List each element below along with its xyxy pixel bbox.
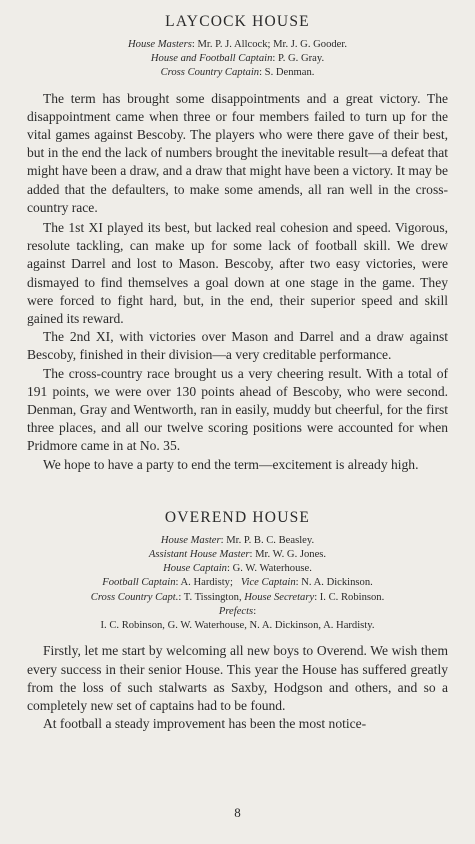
officer-line: Cross Country Capt.: T. Tissington, House Secretary: I. C. Robinson.: [90, 591, 385, 603]
page-number: 8: [234, 805, 241, 820]
body-paragraph: The term has brought some disappointments and a great victory. The disappointment came when three or four members failed to turn up for the vital games against Bescoby. The players who were there gave of their best, but in the end the lack of numbers brought the inevitable result—a defeat that might have been a draw, and a draw that might have been a victory. It may be added that the defaulters, to make some amends, all ran well in the cross-country race.: [27, 90, 448, 215]
officer-name: Mr. P. J. Allcock; Mr. J. G. Gooder.: [197, 39, 347, 50]
officer-line: House Masters: Mr. P. J. Allcock; Mr. J. G. Gooder.: [128, 39, 347, 50]
body-paragraph: Firstly, let me start by welcoming all new boys to Overend. We wish them every success in their senior House. This year the House has suffered greatly from the loss of such stalwarts as Saxby, Hodgson and others, and so a completely new set of captains had to be found.: [27, 643, 448, 713]
officer-role: Prefects: [218, 605, 254, 617]
officer-role: Cross Country Captain: [160, 67, 260, 79]
officer-name: Mr. P. B. C. Beasley.: [226, 534, 315, 546]
officer-name: S. Denman.: [264, 67, 315, 79]
officer-name: A. Hardisty;: [180, 577, 233, 589]
officer-line: House and Football Captain: P. G. Gray.: [150, 53, 325, 65]
officers-list: [27, 534, 448, 633]
officer-role: House Secretary: [244, 591, 315, 603]
officer-name: N. A. Dickinson.: [301, 577, 373, 589]
officer-name: Mr. W. G. Jones.: [255, 549, 327, 561]
officer-role: Football Captain: [102, 577, 176, 589]
officer-line: Prefects:: [218, 605, 257, 617]
officer-line: Cross Country Captain: S. Denman.: [160, 67, 315, 79]
officer-role: House and Football Captain: [150, 53, 273, 65]
officer-role: House Master: [160, 534, 221, 546]
officer-role: Vice Captain: [240, 577, 296, 589]
body-paragraph: At football a steady improvement has been the most notice-: [43, 716, 367, 732]
laycock-house-section: [27, 12, 448, 474]
body-paragraph: The 2nd XI, with victories over Mason and Darrel and a draw against Bescoby, finished in their division—a very creditable performance.: [27, 329, 448, 363]
officer-line: House Master: Mr. P. B. C. Beasley.: [160, 534, 315, 546]
officer-name: T. Tissington,: [183, 591, 242, 603]
officers-list: [27, 38, 448, 81]
section-title: OVEREND HOUSE: [164, 508, 311, 526]
overend-house-section: [27, 508, 448, 733]
officer-line: Assistant House Master: Mr. W. G. Jones.: [148, 549, 327, 561]
officer-role: House Captain: [163, 563, 227, 575]
prefects-list: I. C. Robinson, G. W. Waterhouse, N. A. Dickinson, A. Hardisty.: [100, 620, 375, 632]
officer-role: House Masters: [128, 39, 192, 50]
body-paragraph: We hope to have a party to end the term—excitement is already high.: [43, 456, 419, 472]
officer-name: P. G. Gray.: [278, 53, 325, 65]
section-title: LAYCOCK HOUSE: [165, 13, 310, 30]
body-paragraph: The 1st XI played its best, but lacked real cohesion and speed. Vigorous, resolute tackling, can make up for some lack of football skill. We drew against Darrel and lost to Mason. Bescoby, after two easy victories, were dismayed to find themselves a goal down at one stage in the game. They were forced to fight hard, but, in the end, their superior speed and skill gained its reward.: [27, 220, 448, 327]
officer-name: I. C. Robinson.: [319, 591, 385, 603]
officer-role: Cross Country Capt.: [90, 591, 179, 603]
officer-name: G. W. Waterhouse.: [232, 563, 312, 575]
officer-role: Assistant House Master: [148, 549, 250, 561]
body-paragraph: The cross-country race brought us a very cheering result. With a total of 191 points, we were over 130 points ahead of Bescoby, who were second. Denman, Gray and Wentworth, ran in easily, muddy but cheerful, for the first three places, and all our twelve scoring positions were accounted for when Pridmore came in at No. 35.: [27, 365, 448, 454]
officer-line: Football Captain: A. Hardisty; Vice Captain: N. A. Dickinson.: [102, 577, 373, 589]
officer-line: House Captain: G. W. Waterhouse.: [163, 563, 312, 575]
